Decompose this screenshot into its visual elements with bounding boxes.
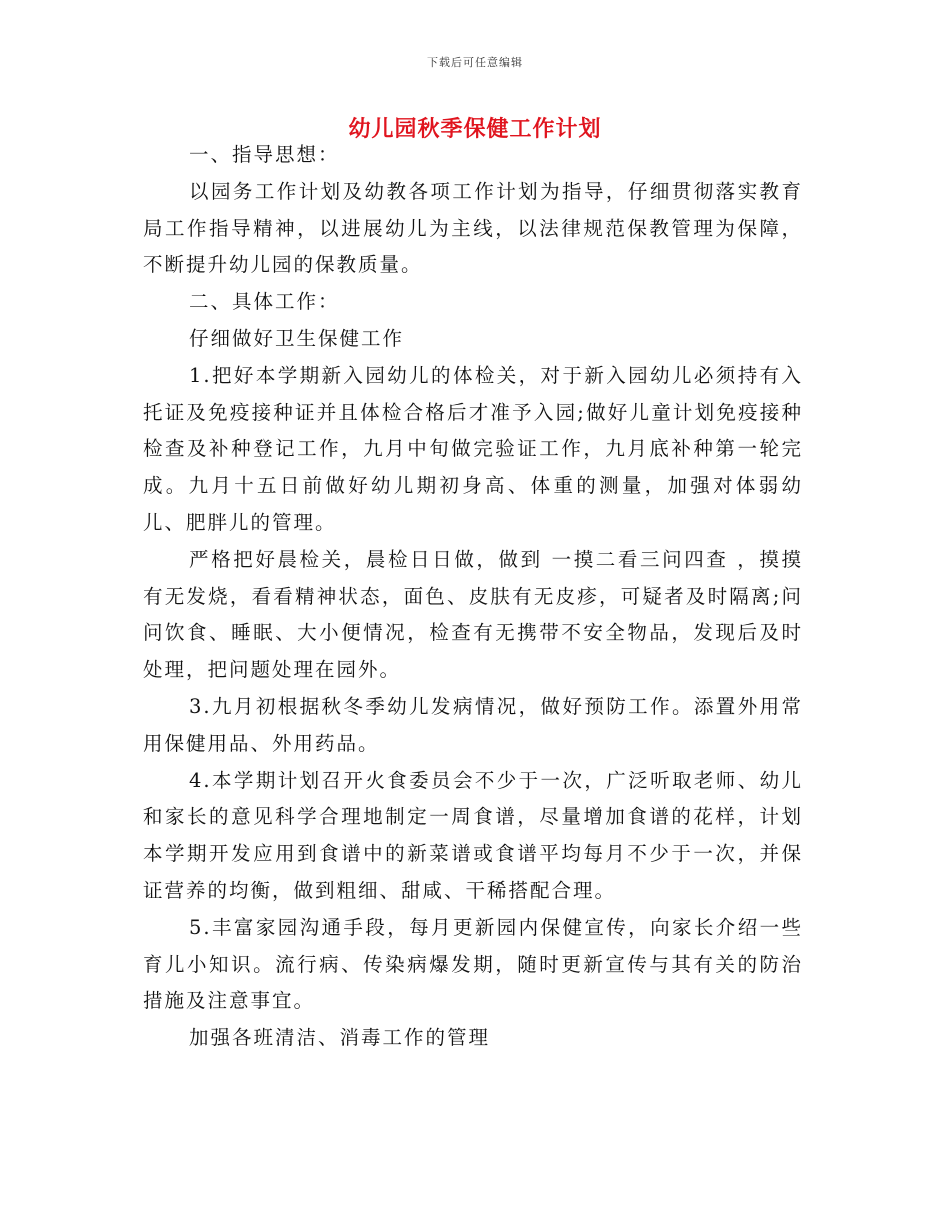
section-heading-guiding-thought: 一、指导思想： (189, 143, 340, 166)
subheading-cleaning: 加强各班清洁、消毒工作的管理 (189, 1026, 491, 1050)
subheading-health-care: 仔细做好卫生保健工作 (189, 326, 405, 350)
document-body (143, 137, 803, 1057)
paragraph-item-1: 1.把好本学期新入园幼儿的体检关，对于新入园幼儿必须持有入托证及免疫接种证并且体检合格后才准予入园;做好儿童计划免疫接种检查及补种登记工作，九月中旬做完验证工作，九月底补种第一轮完成。九月十五日前做好幼儿期初身高、体重的测量，加强对体弱幼儿、肥胖儿的管理。 (143, 363, 803, 534)
paragraph-item-5: 5.丰富家园沟通手段，每月更新园内保健宣传，向家长介绍一些育儿小知识。流行病、传染病爆发期，随时更新宣传与其有关的防治措施及注意事宜。 (143, 915, 803, 1013)
header-note: 下载后可任意编辑 (427, 56, 523, 69)
paragraph-item-3: 3.九月初根据秋冬季幼儿发病情况，做好预防工作。添置外用常用保健用品、外用药品。 (143, 694, 803, 755)
paragraph-guiding-thought: 以园务工作计划及幼教各项工作计划为指导，仔细贯彻落实教育局工作指导精神，以进展幼儿为主线，以法律规范保教管理为保障，不断提升幼儿园的保教质量。 (143, 179, 803, 277)
document-title: 幼儿园秋季保健工作计划 (348, 116, 602, 142)
section-heading-specific-work: 二、具体工作： (189, 290, 340, 314)
paragraph-morning-check: 严格把好晨检关，晨检日日做，做到 一摸二看三问四查 ，摸摸有无发烧，看看精神状态，面色、皮肤有无皮疹，可疑者及时隔离;问问饮食、睡眠、大小便情况，检查有无携带不安全物品，发现后及时处理，把问题处理在园外。 (143, 547, 803, 682)
paragraph-item-4: 4.本学期计划召开火食委员会不少于一次，广泛听取老师、幼儿和家长的意见科学合理地制定一周食谱，尽量增加食谱的花样，计划本学期开发应用到食谱中的新菜谱或食谱平均每月不少于一次，并保证营养的均衡，做到粗细、甜咸、干稀搭配合理。 (143, 768, 803, 902)
